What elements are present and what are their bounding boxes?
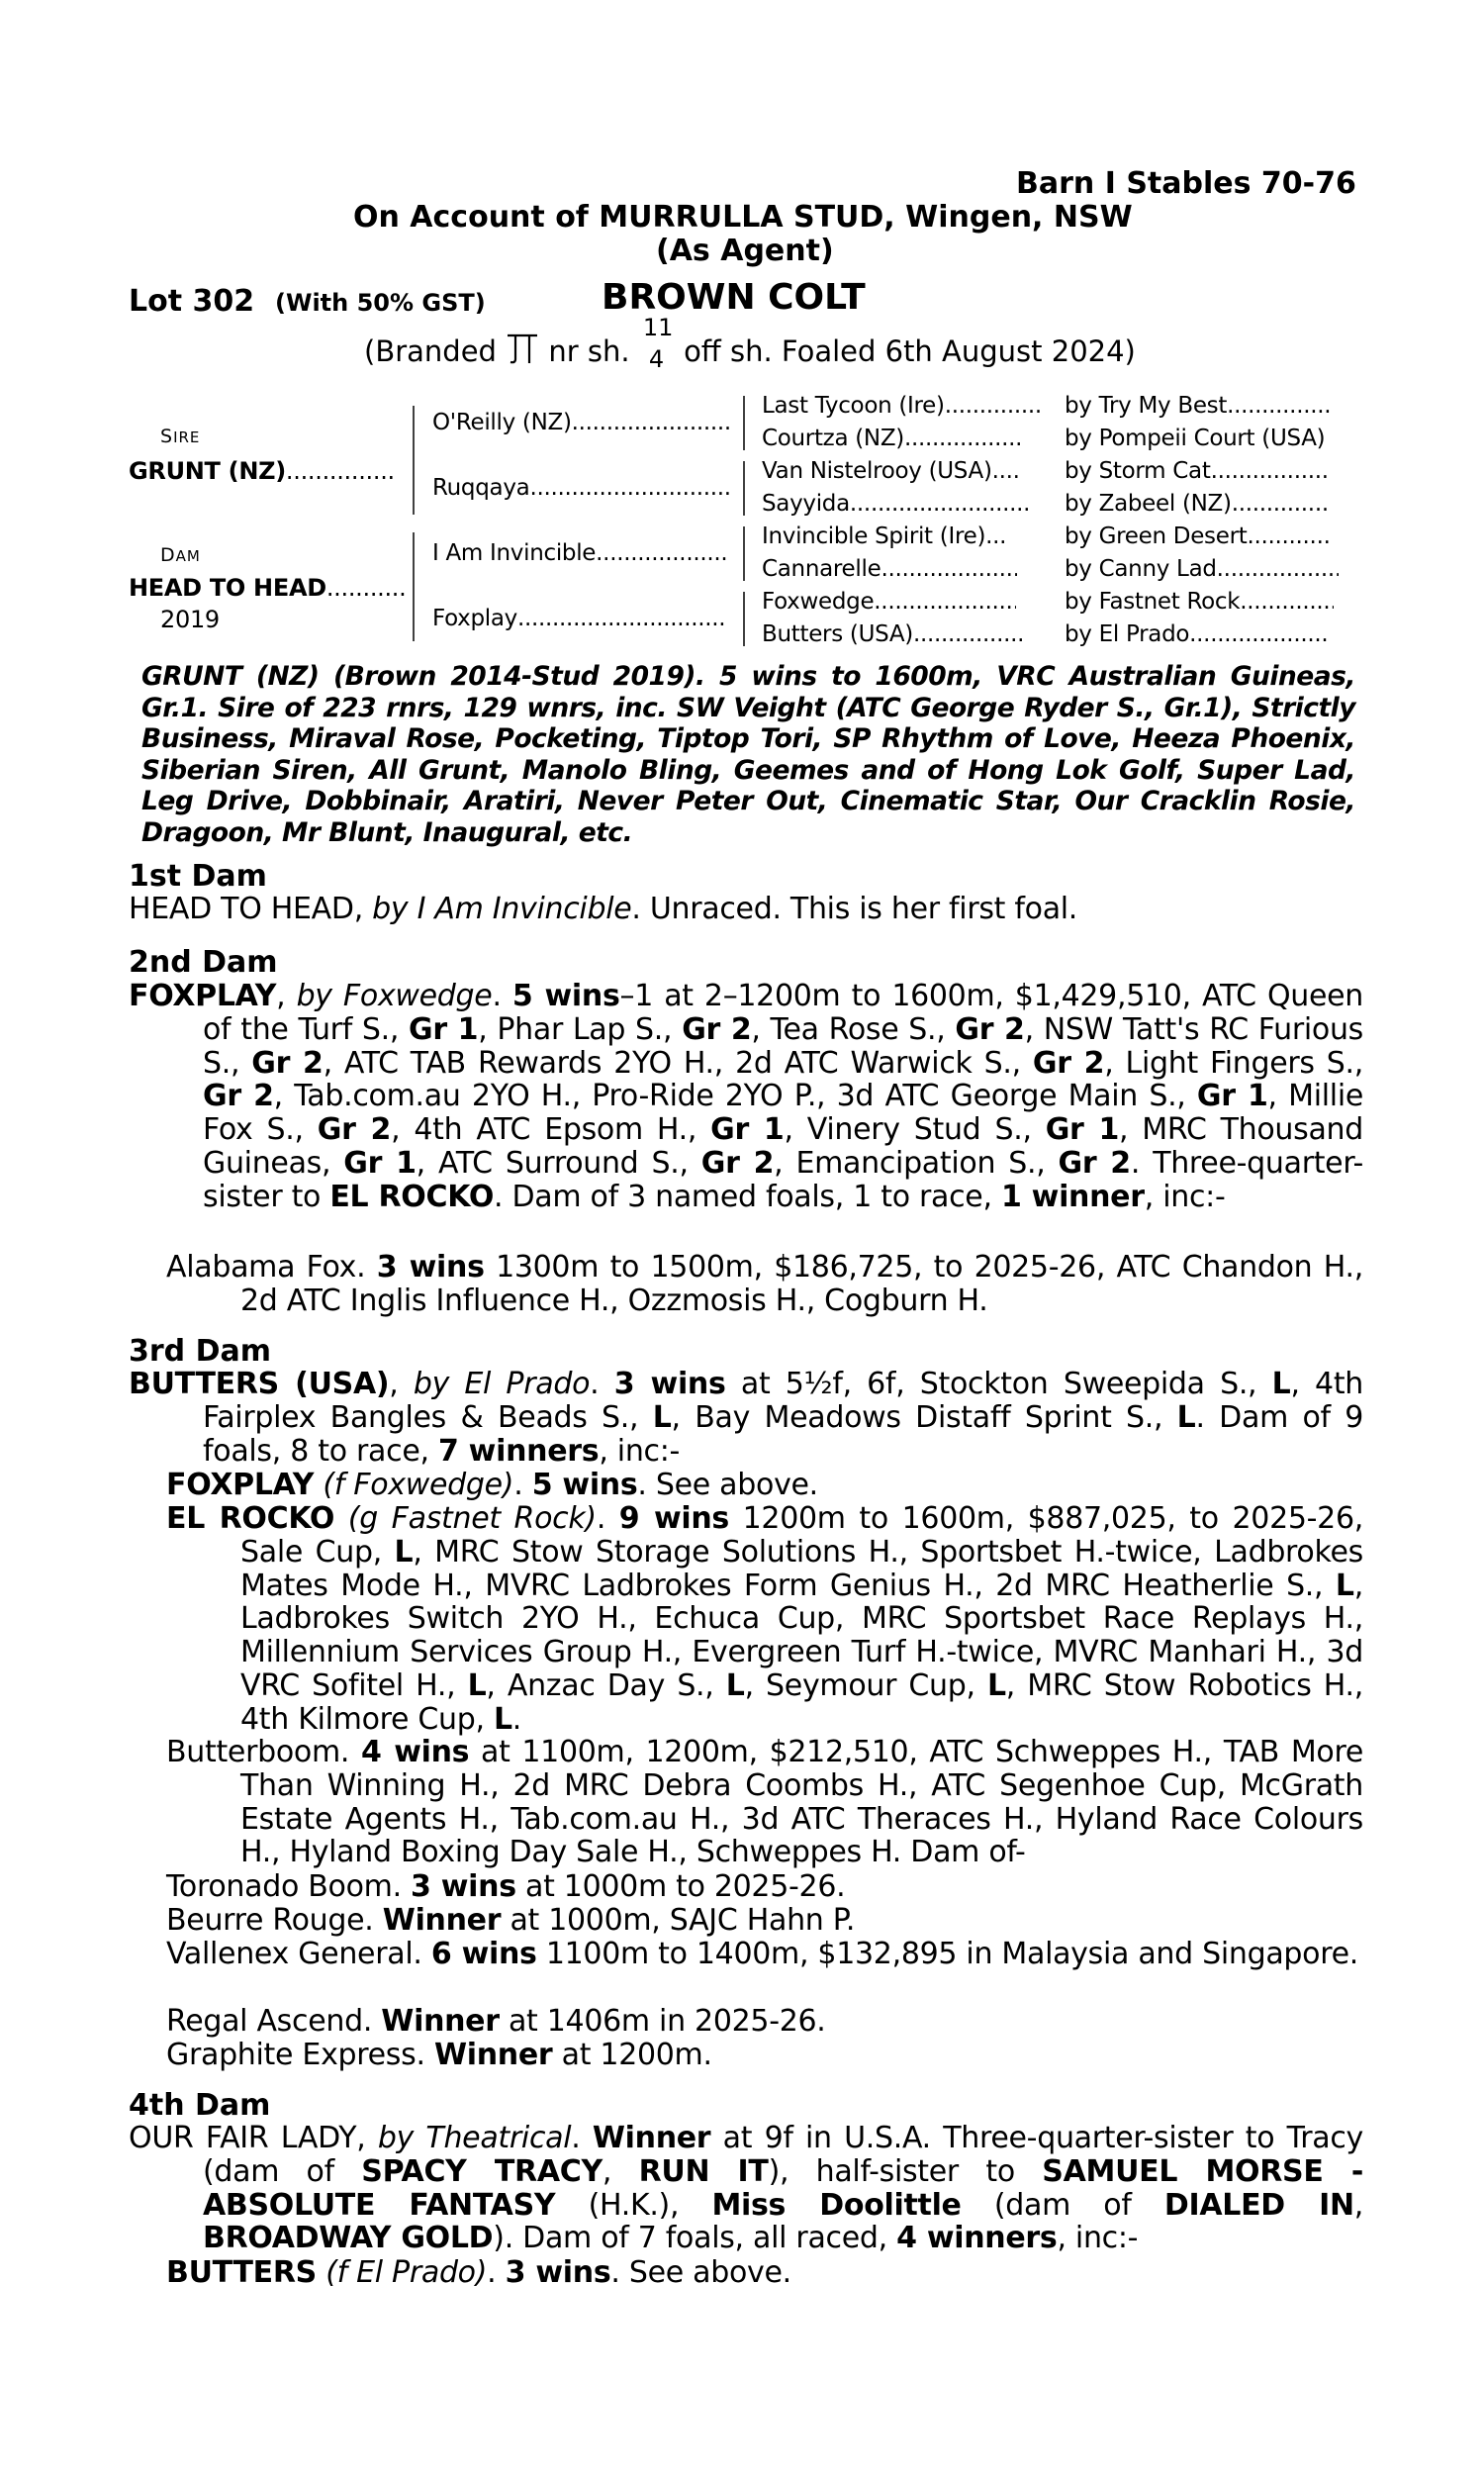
first-dam-heading: 1st Dam [129, 859, 267, 894]
ggs-by-6: by Canny Lad..... [1065, 556, 1339, 582]
ggs-2: Courtza (NZ)..... [762, 426, 1021, 451]
progeny-butters: BUTTERS (f El Prado). 3 wins. See above. [166, 2255, 791, 2290]
barn-location: Barn I Stables 70-76 [1016, 166, 1356, 201]
ggs-1: Last Tycoon (Ire)..... [762, 393, 1042, 419]
progeny-toronado-boom: Toronado Boom. 3 wins at 1000m to 2025-26. [166, 1869, 846, 1904]
vendor-agent: (As Agent) [656, 234, 834, 268]
third-dam-heading: 3rd Dam [129, 1334, 271, 1369]
grandsire: O'Reilly (NZ)..... [432, 410, 732, 435]
ggs-by-1: by Try My Best..... [1065, 393, 1331, 419]
brand-suffix: off sh. Foaled 6th August 2024) [684, 334, 1136, 368]
first-dam-text: HEAD TO HEAD, by I Am Invincible. Unraced. This is her first foal. [129, 892, 1078, 926]
progeny-butterboom: Butterboom. 4 wins at 1100m, 1200m, $212,510, ATC Schweppes H., TAB More Than Winning H., 2d MRC Debra Coombs H., ATC Segenhoe Cup, McGrath Estate Agents H., Tab.com.au H., 3d ATC Theraces H., Hyland Race Colours H., Hyland Boxing Day Sale H., Schweppes H. Dam of- [166, 1735, 1363, 1870]
ggs-4: Sayyida..... [762, 491, 1028, 517]
fourth-dam-text: OUR FAIR LADY, by Theatrical. Winner at 9f in U.S.A. Three-quarter-sister to Tracy (dam of SPACY TRACY, RUN IT), half-sister to SAMUEL MORSE - ABSOLUTE FANTASY (H.K.), Miss Doolittle (dam of DIALED IN, BROADWAY GOLD). Dam of 7 foals, all raced, 4 winners, inc:- [129, 2121, 1364, 2256]
ggs-5: Invincible Spirit (Ire)..... [762, 523, 1005, 549]
brand-mid: nr sh. [548, 334, 630, 368]
sire-label: SIRE [160, 426, 201, 447]
progeny-beurre-rouge: Beurre Rouge. Winner at 1000m, SAJC Hahn P. [166, 1903, 856, 1938]
progeny-vallenex-general: Vallenex General. 6 wins 1100m to 1400m, $132,895 in Malaysia and Singapore. [166, 1937, 1358, 1971]
progeny-graphite-express: Graphite Express. Winner at 1200m. [166, 2038, 712, 2072]
fraction-denominator: 4 [648, 345, 665, 373]
granddam-sire-side: Ruqqaya..... [432, 475, 729, 501]
ggs-by-4: by Zabeel (NZ)..... [1065, 491, 1331, 517]
vendor-account: On Account of MURRULLA STUD, Wingen, NSW [353, 200, 1133, 235]
ggs-by-5: by Green Desert..... [1065, 523, 1333, 549]
granddam: Foxplay..... [432, 606, 727, 631]
progeny-foxplay: FOXPLAY (f Foxwedge). 5 wins. See above. [166, 1468, 818, 1502]
second-dam-text: FOXPLAY, by Foxwedge. 5 wins–1 at 2–1200m to 1600m, $1,429,510, ATC Queen of the Turf S., Gr 1, Phar Lap S., Gr 2, Tea Rose S., Gr 2, NSW Tatt's RC Furious S., Gr 2, ATC TAB Rewards 2YO H., 2d ATC Warwick S., Gr 2, Light Fingers S., Gr 2, Tab.com.au 2YO H., Pro-Ride 2YO P., 3d ATC George Main S., Gr 1, Millie Fox S., Gr 2, 4th ATC Epsom H., Gr 1, Vinery Stud S., Gr 1, MRC Thousand Guineas, Gr 1, ATC Surround S., Gr 2, Emancipation S., Gr 2. Three-quarter-sister to EL ROCKO. Dam of 3 named foals, 1 to race, 1 winner, inc:- [129, 979, 1364, 1214]
ggs-7: Foxwedge..... [762, 589, 1016, 615]
grandsire-dam-side: I Am Invincible..... [432, 540, 726, 566]
brand-prefix: (Branded [364, 334, 497, 368]
progeny-el-rocko: EL ROCKO (g Fastnet Rock). 9 wins 1200m to 1600m, $887,025, to 2025-26, Sale Cup, L, MRC Stow Storage Solutions H., Sportsbet H.-twice, Ladbrokes Mates Mode H., MVRC Ladbrokes Form Genius H., 2d MRC Heatherlie S., L, Ladbrokes Switch 2YO H., Echuca Cup, MRC Sportsbet Race Replays H., Millennium Services Group H., Evergreen Turf H.-twice, MVRC Manhari H., 3d VRC Sofitel H., L, Anzac Day S., L, Seymour Cup, L, MRC Stow Robotics H., 4th Kilmore Cup, L. [166, 1501, 1363, 1737]
ggs-by-2: by Pompeii Court (USA) [1065, 426, 1326, 451]
sire-summary: GRUNT (NZ) (Brown 2014-Stud 2019). 5 wins to 1600m, VRC Australian Guineas, Gr.1. Sire of 223 rnrs, 129 wnrs, inc. SW Veight (ATC George Ryder S., Gr.1), Strictly Business, Miraval Rose, Pocketing, Tiptop Tori, SP Rhythm of Love, Heeza Phoenix, Siberian Siren, All Grunt, Manolo Bling, Geemes and of Hong Lok Golf, Super Lad, Leg Drive, Dobbinair, Aratiri, Never Peter Out, Cinematic Star, Our Cracklin Rosie, Dragoon, Mr Blunt, Inaugural, etc. [141, 661, 1355, 848]
second-dam-heading: 2nd Dam [129, 945, 278, 980]
dam-label: DAM [160, 544, 201, 566]
ggs-3: Van Nistelrooy (USA)..... [762, 458, 1022, 484]
ggs-by-3: by Storm Cat..... [1065, 458, 1328, 484]
progeny-regal-ascend: Regal Ascend. Winner at 1406m in 2025-26. [166, 2004, 826, 2039]
ggs-8: Butters (USA)..... [762, 621, 1022, 647]
lot-title: BROWN COLT [602, 277, 866, 318]
gst-note: (With 50% GST) [275, 289, 486, 317]
ggs-by-7: by Fastnet Rock..... [1065, 589, 1334, 615]
ggs-6: Cannarelle..... [762, 556, 1017, 582]
sire-name: GRUNT (NZ)..... [129, 457, 395, 485]
pedigree-brackets [0, 0, 1484, 693]
fraction-numerator: 11 [642, 314, 674, 341]
ggs-by-8: by El Prado..... [1065, 621, 1328, 647]
lot-number: Lot 302 [129, 284, 255, 319]
dam-year: 2019 [160, 606, 220, 633]
fourth-dam-heading: 4th Dam [129, 2088, 271, 2123]
dam-name: HEAD TO HEAD..... [129, 574, 408, 602]
third-dam-text: BUTTERS (USA), by El Prado. 3 wins at 5½f, 6f, Stockton Sweepida S., L, 4th Fairplex Bangles & Beads S., L, Bay Meadows Distaff Sprint S., L. Dam of 9 foals, 8 to race, 7 winners, inc:- [129, 1367, 1363, 1469]
second-dam-progeny: Alabama Fox. 3 wins 1300m to 1500m, $186,725, to 2025-26, ATC Chandon H., 2d ATC Inglis Influence H., Ozzmosis H., Cogburn H. [166, 1250, 1363, 1318]
